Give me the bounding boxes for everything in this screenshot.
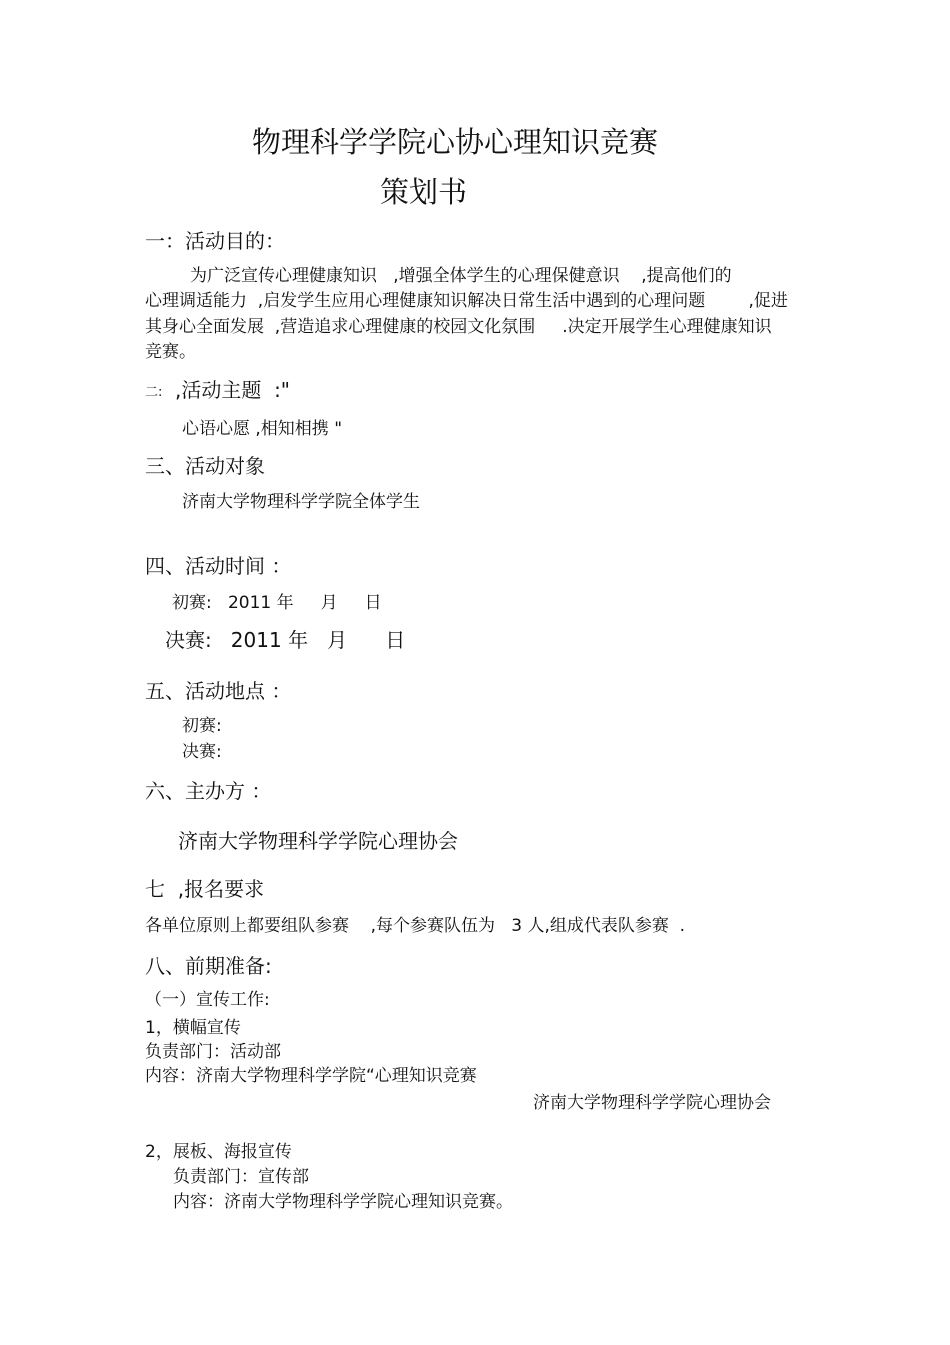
section-2-heading: ,活动主题 :" [175, 378, 291, 402]
section-2-prefix: 二: [145, 385, 163, 400]
section-3-audience: 济南大学物理科学学院全体学生 [182, 492, 420, 512]
section-4-final-date: 决赛: 2011 年 月 日 [165, 628, 406, 652]
section-8-subheading: （一）宣传工作: [145, 990, 270, 1010]
section-7-requirements: 各单位原则上都要组队参赛 ,每个参赛队伍为 3 人,组成代表队参赛 . [145, 916, 686, 936]
section-1-paragraph-line: 心理调适能力 ,启发学生应用心理健康知识解决日常生活中遇到的心理问题 ,促进 [145, 291, 788, 311]
section-4-heading: 四、活动时间 ： [145, 554, 292, 578]
section-1-paragraph-line: 其身心全面发展 ,营造追求心理健康的校园文化氛围 .决定开展学生心理健康知识 [145, 317, 772, 337]
section-5-final-venue: 决赛: [182, 742, 222, 762]
item-2-content: 内容：济南大学物理科学学院心理知识竞赛。 [173, 1192, 513, 1212]
section-6-organizer: 济南大学物理科学学院心理协会 [178, 829, 458, 853]
section-3-heading: 三、活动对象 [145, 454, 265, 478]
section-1-paragraph-line: 竞赛。 [145, 342, 196, 362]
item-1-content: 内容：济南大学物理科学学院“心理知识竞赛 [145, 1066, 477, 1086]
section-8-heading: 八、前期准备: [145, 954, 272, 978]
item-2-title: 2，展板、海报宣传 [145, 1142, 292, 1162]
item-1-department: 负责部门：活动部 [145, 1042, 281, 1062]
section-6-heading: 六、主办方 ： [145, 779, 272, 803]
section-5-preliminary-venue: 初赛: [182, 716, 222, 736]
item-2-department: 负责部门：宣传部 [173, 1167, 309, 1187]
title-line-2: 策划书 [380, 175, 468, 209]
section-4-preliminary-date: 初赛: 2011 年 月 日 [172, 593, 382, 613]
section-5-heading: 五、活动地点 ： [145, 679, 292, 703]
item-1-title: 1，横幅宣传 [145, 1018, 241, 1038]
item-1-signature: 济南大学物理科学学院心理协会 [533, 1093, 771, 1113]
section-1-paragraph-line: 为广泛宣传心理健康知识 ,增强全体学生的心理保健意识 ,提高他们的 [190, 266, 732, 286]
section-2-theme: 心语心愿 ,相知相携 " [182, 419, 343, 439]
title-line-1: 物理科学学院心协心理知识竞赛 [252, 125, 659, 159]
section-7-heading: 七 ,报名要求 [145, 877, 265, 901]
section-1-heading: 一：活动目的： [145, 229, 285, 253]
